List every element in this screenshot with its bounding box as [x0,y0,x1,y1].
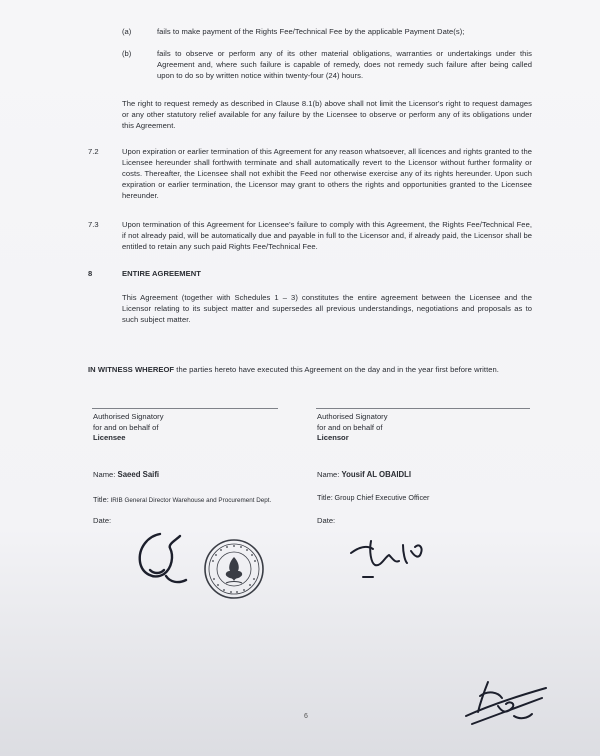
licensor-name-row [317,470,411,479]
clause-number-7-3: 7.3 [88,220,99,229]
licensee-name-row [93,470,159,479]
clause-item-text-a: fails to make payment of the Rights Fee/Technical Fee by the applicable Payment Date(s); [157,27,465,36]
licensee-official-seal [202,537,266,601]
licensor-title: Group Chief Executive Officer [334,493,430,502]
clause-number-7-2: 7.2 [88,147,99,156]
clause-item-text-b: fails to observe or perform any of its other material obligations, warranties or undertakings under this Agreement and, where such failure is capable of remedy, does not remedy such failure after being called upon to do so by written notice within twenty-four (24) hours. [157,49,532,80]
section-number-8: 8 [88,269,93,278]
licensor-name-label: Name: [317,470,340,479]
licensee-party-label: Licensee [93,433,126,442]
licensee-signature [130,526,210,590]
licensor-name: Yousif AL OBAIDLI [341,470,412,479]
remedy-paragraph: The right to request remedy as described in Clause 8.1(b) above shall not limit the Licensor's right to request damages or any other statutory relief available for any failure by the Licensee to observe or perform any of its obligations under this Agreement. [122,99,532,130]
clause-item-marker-b: (b) [122,49,132,58]
section-heading-entire-agreement: ENTIRE AGREEMENT [122,269,201,278]
licensee-signature-line [92,408,278,409]
clause-item-marker-a: (a) [122,27,132,36]
licensor-signatory-line1: Authorised Signatory [317,412,388,421]
licensee-date-label: Date: [93,516,112,525]
licensee-title-label: Title: [93,495,109,504]
licensor-signatory-line2: for and on behalf of [317,422,383,432]
licensor-title-row [317,493,429,502]
initials-signature [458,676,552,732]
licensor-signature [345,533,435,585]
witness-lead: IN WITNESS WHEREOF [88,365,175,374]
licensor-title-label: Title: [317,493,333,502]
licensee-signatory-line2: for and on behalf of [93,422,159,432]
licensee-title: IRIB General Director Warehouse and Procurement Dept. [110,497,272,504]
licensee-signatory-block [93,412,164,444]
witness-statement [88,364,532,375]
witness-text: the parties hereto have executed this Agreement on the day and in the year first before written. [174,365,499,374]
licensor-date-label: Date: [317,516,336,525]
clause-text-7-2: Upon expiration or earlier termination of this Agreement for any reason whatsoever, all licences and rights granted to the Licensee hereunder shall forthwith terminate and shall automatically revert to the Licensor without further formality or costs. Thereafter, the Licensee shall not exhibit the Feed nor otherwise exercise any of its rights hereunder. Upon such expiration or earlier termination, the Licensor may grant to others the rights and opportunities granted to the Licensee hereunder. [122,147,532,200]
licensor-signatory-block [317,412,388,444]
licensee-signatory-line1: Authorised Signatory [93,412,164,421]
licensee-name: Saeed Saifi [117,470,160,479]
licensor-signature-line [316,408,530,409]
clause-text-7-3: Upon termination of this Agreement for Licensee's failure to comply with this Agreement, the Rights Fee/Technical Fee, if not already paid, will be automatically due and payable in full to the Licensor and, if already paid, the Licensor shall be entitled to retain any such paid Rights Fee/Technical Fee. [122,220,532,251]
page-number: 6 [304,713,308,720]
licensee-name-label: Name: [93,470,116,479]
licensee-title-row [93,495,271,504]
entire-agreement-text: This Agreement (together with Schedules 1 – 3) constitutes the entire agreement between the Licensee and the Licensor relating to its subject matter and supersedes all previous understandings, negotiations and proposals as to such subject matter. [122,293,532,324]
licensor-party-label: Licensor [317,433,349,442]
